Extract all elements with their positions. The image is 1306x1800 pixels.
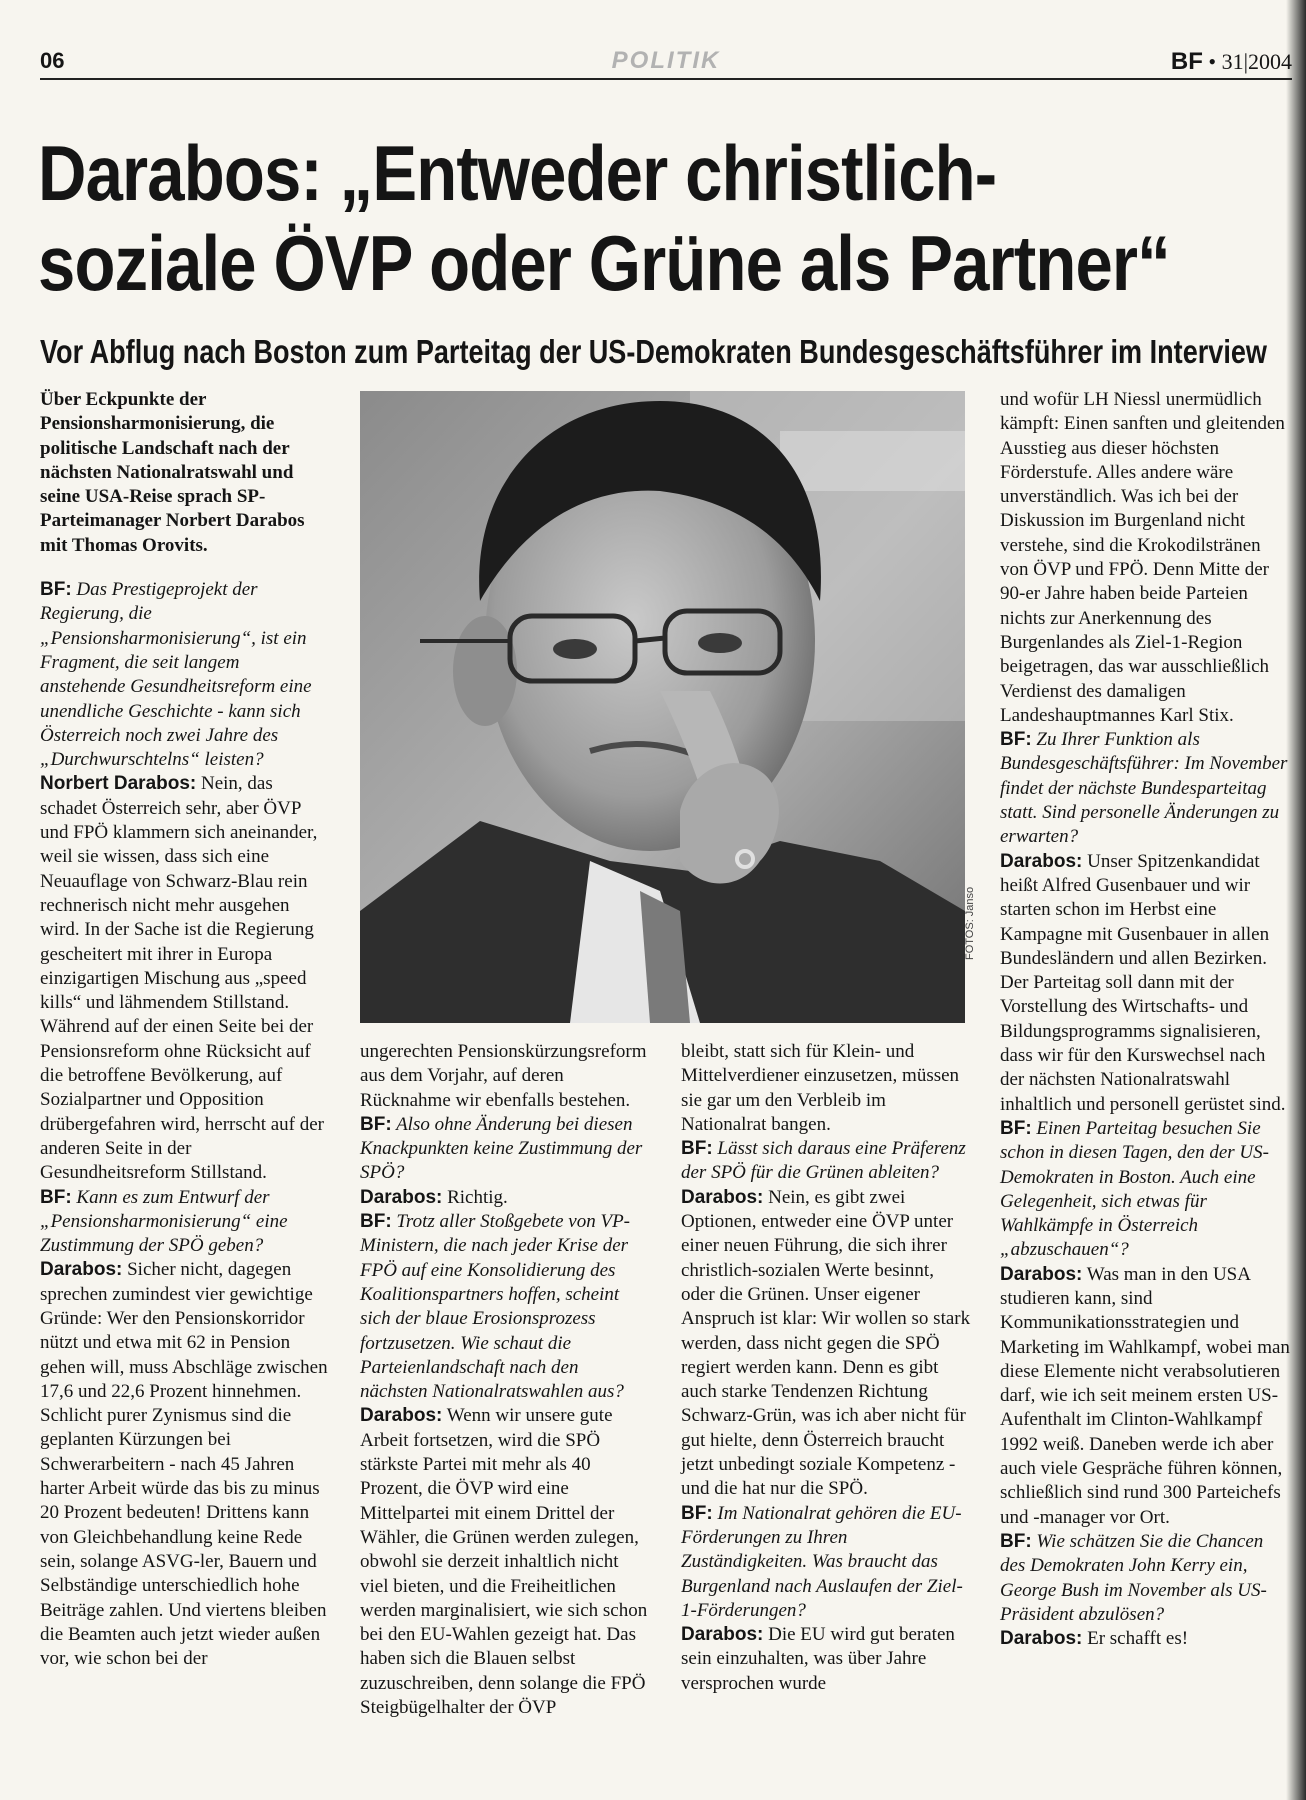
interview-question	[1000, 1117, 1290, 1263]
page-header	[40, 44, 1292, 78]
speaker-label: Darabos:	[40, 1259, 123, 1281]
interview-answer	[360, 1040, 650, 1113]
paragraph-text: Wenn wir unsere gute Arbeit fortsetzen, wird die SPÖ stärkste Partei mit mehr als 40 Prozent, die ÖVP wird eine Mittelpartei mit einem Drittel der Wähler, die Grünen werden zulegen, obwohl sie derzeit inhaltlich nicht viel bieten, und die Freiheitlichen werden marginalisiert, wie sich schon bei den EU-Wahlen gezeigt hat. Das haben sich die Blauen selbst zuzuschreiben, denn solange die FPÖ Steigbügelhalter der ÖVP	[360, 1405, 648, 1719]
column-4-text	[1000, 388, 1290, 1651]
separator-dot: •	[1208, 49, 1217, 74]
interview-answer	[681, 1623, 971, 1696]
paragraph-text: und wofür LH Niessl unermüdlich kämpft: Einen sanften und gleitenden Ausstieg aus dieser höchsten Förderstufe. Alles andere wäre unverständlich. Was ich bei der Diskussion im Burgenland nicht verstehe, sind die Krokodilstränen von ÖVP und FPÖ. Denn Mitte der 90-er Jahre haben beide Parteien nichts zur Anerkennung des Burgenlandes als Ziel-1-Region beigetragen, das war ausschließlich Verdienst des damaligen Landeshauptmannes Karl Stix.	[1000, 389, 1285, 726]
column-2-text	[360, 1040, 650, 1720]
paragraph-text: bleibt, statt sich für Klein- und Mittelverdiener einzusetzen, müssen sie gar um den Verbleib im Nationalrat bangen.	[681, 1041, 960, 1135]
paragraph-text: Zu Ihrer Funktion als Bundesgeschäftsführer: Im November findet der nächste Bundesparteitag statt. Sind personelle Änderungen zu erwarten?	[1000, 729, 1288, 848]
subheadline: Vor Abflug nach Boston zum Parteitag der US-Demokraten Bundesgeschäftsführer im Interview	[40, 333, 1267, 370]
headline-line-1: Darabos: „Entweder christlich-	[38, 129, 997, 217]
paragraph-text: Die EU wird gut beraten sein einzuhalten, was über Jahre versprochen wurde	[681, 1624, 955, 1694]
article-column-1	[40, 388, 328, 1671]
interview-answer	[681, 1186, 971, 1502]
paragraph-text: Lässt sich daraus eine Präferenz der SPÖ für die Grünen ableiten?	[681, 1138, 966, 1184]
paragraph-text: Das Prestigeprojekt der Regierung, die „Pensionsharmonisierung“, ist ein Fragment, die seit langem anstehende Gesundheitsreform eine unendliche Geschichte - kann sich Österreich noch zwei Jahre des „Durchwurschtelns“ leisten?	[40, 579, 312, 771]
speaker-label: BF:	[681, 1138, 713, 1160]
interview-question	[40, 1186, 328, 1259]
paragraph-text: Im Nationalrat gehören die EU-Förderungen zu Ihren Zuständigkeiten. Was braucht das Burgenland nach Auslaufen der Ziel-1-Förderungen?	[681, 1502, 963, 1621]
interview-answer	[1000, 388, 1290, 728]
paragraph-text: Was man in den USA studieren kann, sind Kommunikationsstrategien und Marketing im Wahlkampf, wobei man diese Elemente nicht verabsolutieren darf, wie ich seit meinem ersten US-Aufenthalt im Clinton-Wahlkampf 1992 weiß. Daneben werde ich aber auch viele Gespräche führen können, schließlich sind rund 300 Parteichefs und -manager vor Ort.	[1000, 1263, 1290, 1528]
column-3-text	[681, 1040, 971, 1696]
issue-info	[1171, 48, 1292, 76]
speaker-label: Darabos:	[360, 1405, 443, 1427]
paragraph-text: Also ohne Änderung bei diesen Knackpunkten keine Zustimmung der SPÖ?	[360, 1113, 643, 1184]
paragraph-text: Nein, es gibt zwei Optionen, entweder eine ÖVP unter einer neuen Führung, die sich ihrer christlich-sozialen Werte besinnt, oder die Grünen. Unser eigener Anspruch ist klar: Wir wollen so stark werden, dass nicht gegen die SPÖ regiert werden kann. Denn es gibt auch starke Tendenzen Richtung Schwarz-Grün, was ich aber nicht für gut hielte, denn Österreich braucht jetzt unbedingt soziale Kompetenz - und die hat nur die SPÖ.	[681, 1186, 971, 1500]
speaker-label: Darabos:	[360, 1186, 443, 1208]
headline	[38, 128, 1170, 308]
speaker-label: BF:	[360, 1113, 392, 1135]
interview-question	[360, 1113, 650, 1186]
paragraph-text: ungerechten Pensionskürzungsreform aus dem Vorjahr, auf deren Rücknahme wir ebenfalls bestehen.	[360, 1041, 647, 1111]
header-rule	[40, 78, 1292, 80]
interview-question	[40, 578, 328, 772]
speaker-label: BF:	[40, 1186, 72, 1208]
paragraph-text: Unser Spitzenkandidat heißt Alfred Gusenbauer und wir starten schon im Herbst eine Kampagne mit Gusenbauer in allen Bundesländern und allen Bezirken. Der Parteitag soll dann mit der Vorstellung des Wirtschafts- und Bildungsprogramms signalisieren, dass wir für den Kurswechsel nach der nächsten Nationalratswahl inhaltlich und personell gerüstet sind.	[1000, 850, 1286, 1115]
speaker-label: Darabos:	[1000, 1628, 1083, 1650]
column-1-text	[40, 578, 328, 1671]
issue-number: 31|2004	[1221, 49, 1292, 74]
headline-line-2: soziale ÖVP oder Grüne als Partner“	[38, 219, 1170, 307]
article-column-3	[681, 1040, 971, 1696]
speaker-label: BF:	[360, 1211, 392, 1233]
portrait-photo	[360, 391, 965, 1023]
section-label: POLITIK	[611, 47, 721, 74]
portrait-image	[360, 391, 965, 1023]
lead-paragraph: Über Eckpunkte der Pensionsharmonisierung, die politische Landschaft nach der nächsten Nationalratswahl und seine USA-Reise sprach SP-Parteimanager Norbert Darabos mit Thomas Orovits.	[40, 389, 305, 556]
interview-question	[360, 1210, 650, 1404]
speaker-label: Darabos:	[681, 1186, 764, 1208]
paragraph-text: Er schafft es!	[1087, 1628, 1189, 1650]
interview-answer	[360, 1186, 650, 1210]
interview-answer	[360, 1404, 650, 1720]
photo-credit: FOTOS: Janso	[964, 886, 976, 960]
interview-answer	[1000, 850, 1290, 1117]
article-column-4	[1000, 388, 1290, 1651]
page-number: 06	[40, 48, 65, 73]
interview-answer	[1000, 1263, 1290, 1530]
interview-question	[1000, 728, 1290, 849]
speaker-label: BF:	[681, 1502, 713, 1524]
paragraph-text: Kann es zum Entwurf der „Pensionsharmonisierung“ eine Zustimmung der SPÖ geben?	[40, 1186, 288, 1257]
interview-answer	[40, 772, 328, 1185]
interview-question	[681, 1137, 971, 1186]
interview-answer	[681, 1040, 971, 1137]
speaker-label: Darabos:	[1000, 850, 1083, 872]
speaker-label: Darabos:	[681, 1624, 764, 1646]
paragraph-text: Richtig.	[447, 1186, 508, 1208]
paragraph-text: Einen Parteitag besuchen Sie schon in diesen Tagen, den der US-Demokraten in Boston. Auch eine Gelegenheit, sich etwas für Wahlkämpfe in Österreich „abzuschauen“?	[1000, 1117, 1269, 1261]
publication-name: BF	[1170, 48, 1203, 75]
interview-question	[681, 1502, 971, 1623]
interview-answer	[40, 1258, 328, 1671]
speaker-label: BF:	[1000, 729, 1032, 751]
paragraph-text: Nein, das schadet Österreich sehr, aber ÖVP und FPÖ klammern sich aneinander, weil sie wissen, dass sich eine Neuauflage von Schwarz-Blau rein rechnerisch nicht mehr ausgehen wird. In der Sache ist die Regierung gescheitert mit ihrer in Europa einzigartigen Mischung aus „speed kills“ und lähmendem Stillstand. Während auf der einen Seite bei der Pensionsreform ohne Rücksicht auf die betroffene Bevölkerung, auf Sozialpartner und Opposition drübergefahren wird, herrscht auf der anderen Seite in der Gesundheitsreform Stillstand.	[40, 773, 324, 1184]
paragraph-text: Trotz aller Stoßgebete von VP-Ministern, die nach jeder Krise der FPÖ auf eine Konsolidierung des Koalitionspartners hoffen, scheint sich der blaue Erosionsprozess fortzusetzen. Wie schaut die Parteienlandschaft nach den nächsten Nationalratswahlen aus?	[360, 1211, 631, 1403]
speaker-label: BF:	[1000, 1117, 1032, 1139]
paragraph-text: Wie schätzen Sie die Chancen des Demokraten John Kerry ein, George Bush im November als US-Präsident abzulösen?	[1000, 1530, 1267, 1625]
article-column-2	[360, 1040, 650, 1720]
speaker-label: BF:	[1000, 1530, 1032, 1552]
speaker-label: BF:	[40, 579, 72, 601]
interview-question	[1000, 1530, 1290, 1627]
speaker-label: Darabos:	[1000, 1263, 1083, 1285]
paragraph-text: Sicher nicht, dagegen sprechen zumindest vier gewichtige Gründe: Wer den Pensionskorridor nützt und etwa mit 62 in Pension gehen will, muss Abschläge zwischen 17,6 und 22,6 Prozent hinnehmen. Schlicht purer Zynismus sind die geplanten Kürzungen bei Schwerarbeitern - nach 45 Jahren harter Arbeit würde das bis zu minus 20 Prozent bedeuten! Drittens kann von Gleichbehandlung keine Rede sein, solange ASVG-ler, Bauern und Selbständige unterschiedlich hohe Beiträge zahlen. Und viertens bleiben die Beamten auch jetzt wieder außen vor, wie schon bei der	[40, 1259, 328, 1670]
interview-answer	[1000, 1627, 1290, 1651]
speaker-label: Norbert Darabos:	[40, 773, 197, 795]
